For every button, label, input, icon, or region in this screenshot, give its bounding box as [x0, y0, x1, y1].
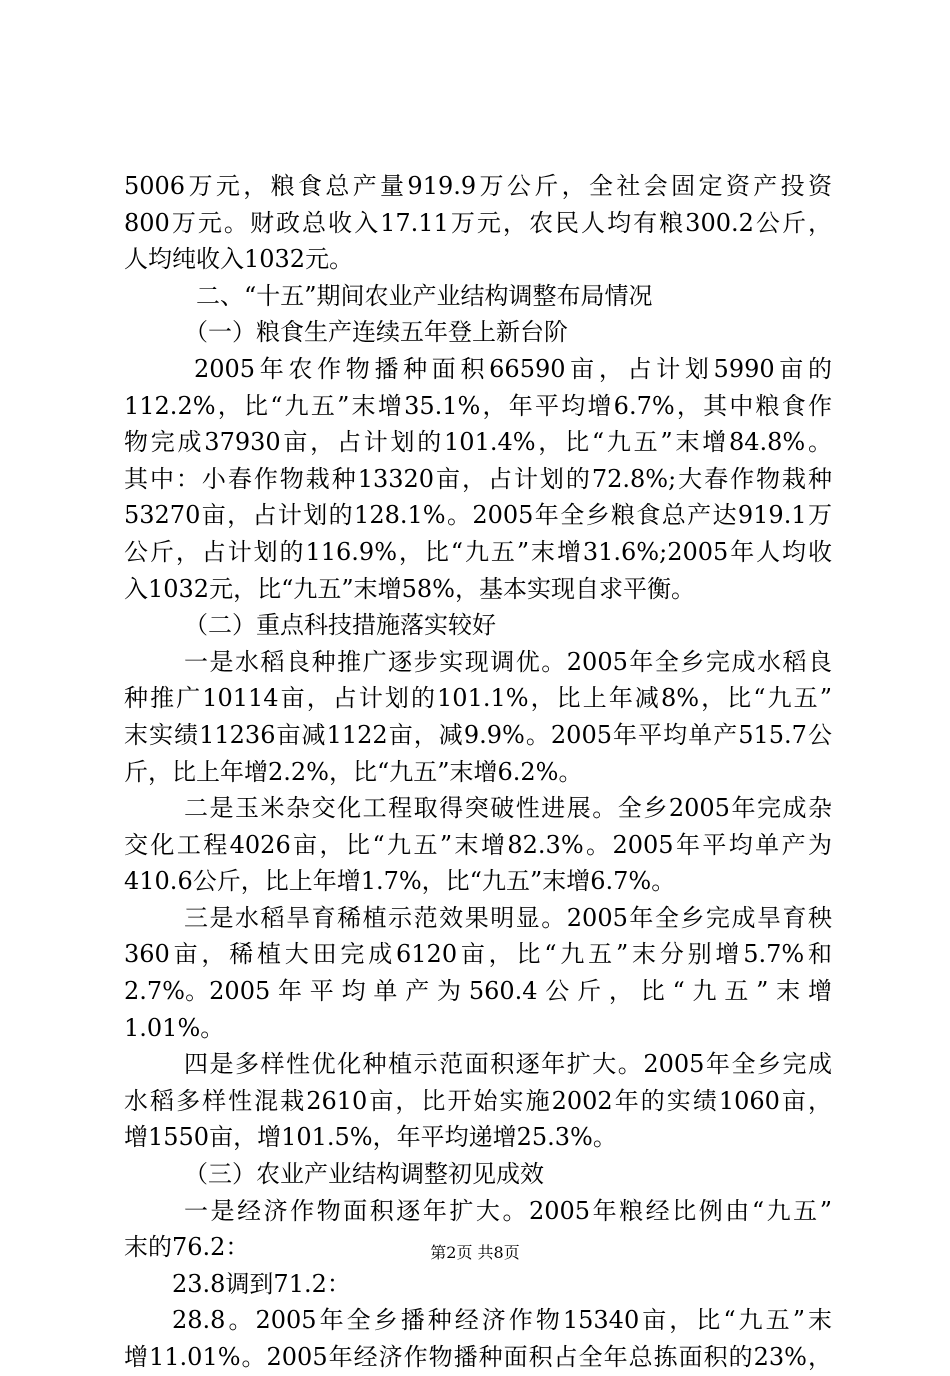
text-line: （二）重点科技措施落实较好: [184, 611, 496, 640]
text-line: 增11.01%。2005年经济作物播种面积占全年总拣面积的23%，: [124, 1343, 832, 1371]
text-line: 800万元。财政总收入17.11万元，农民人均有粮300.2公斤，: [124, 208, 832, 237]
text-line: 末的76.2：: [124, 1233, 250, 1262]
text-line: 增1550亩，增101.5%，年平均递增25.3%。: [124, 1123, 617, 1152]
text-line: 2.7%。2005 年 平 均 单 产 为 560.4 公 斤 ， 比 “ 九 五 ” 末 增: [124, 977, 832, 1006]
text-line: 360亩，稀植大田完成6120亩，比“九五”末分别增5.7%和: [124, 940, 832, 969]
text-line: 410.6公斤，比上年增1.7%，比“九五”末增6.7%。: [124, 867, 676, 896]
text-line: 交化工程4026亩，比“九五”末增82.3%。2005年平均单产为: [124, 830, 832, 859]
text-line: 三是水稻旱育稀植示范效果明显。2005年全乡完成旱育秧: [184, 903, 832, 932]
page-footer: 第2页 共8页: [430, 1243, 520, 1262]
text-line: 二、“十五”期间农业产业结构调整布局情况: [196, 281, 653, 310]
text-line: 二是玉米杂交化工程取得突破性进展。全乡2005年完成杂: [184, 794, 832, 823]
text-line: 公斤，占计划的116.9%，比“九五”末增31.6%;2005年人均收: [124, 537, 832, 566]
text-line: 入1032元，比“九五”末增58%，基本实现自求平衡。: [124, 574, 695, 603]
text-line: 23.8调到71.2：: [172, 1269, 351, 1298]
text-line: （三）农业产业结构调整初见成效: [184, 1160, 544, 1189]
text-line: 2005年农作物播种面积66590亩，占计划5990亩的: [194, 354, 832, 383]
text-line: （一）粮食生产连续五年登上新台阶: [184, 318, 568, 347]
text-line: 人均纯收入1032元。: [124, 245, 354, 274]
text-line: 末实绩11236亩减1122亩，减9.9%。2005年平均单产515.7公: [124, 720, 832, 749]
text-line: 一是经济作物面积逐年扩大。2005年粮经比例由“九五”: [184, 1196, 832, 1225]
text-line: 物完成37930亩，占计划的101.4%，比“九五”末增84.8%。: [124, 428, 832, 457]
text-line: 1.01%。: [124, 1013, 225, 1042]
body-text: [124, 168, 832, 1376]
text-line: 其中：小春作物栽种13320亩，占计划的72.8%;大春作物栽种: [124, 464, 832, 493]
text-line: 5006万元，粮食总产量919.9万公斤，全社会固定资产投资: [124, 172, 832, 200]
text-line: 种推广10114亩，占计划的101.1%，比上年减8%，比“九五”: [124, 684, 832, 713]
text-line: 28.8。2005年全乡播种经济作物15340亩，比“九五”末: [172, 1306, 832, 1335]
text-line: 53270亩，占计划的128.1%。2005年全乡粮食总产达919.1万: [124, 501, 832, 530]
text-line: 一是水稻良种推广逐步实现调优。2005年全乡完成水稻良: [184, 647, 832, 676]
text-line: 112.2%，比“九五”末增35.1%，年平均增6.7%，其中粮食作: [124, 391, 832, 420]
text-line: 斤，比上年增2.2%，比“九五”末增6.2%。: [124, 757, 583, 786]
text-line: 四是多样性优化种植示范面积逐年扩大。2005年全乡完成: [184, 1050, 832, 1079]
text-line: 水稻多样性混栽2610亩，比开始实施2002年的实绩1060亩，: [124, 1086, 832, 1115]
